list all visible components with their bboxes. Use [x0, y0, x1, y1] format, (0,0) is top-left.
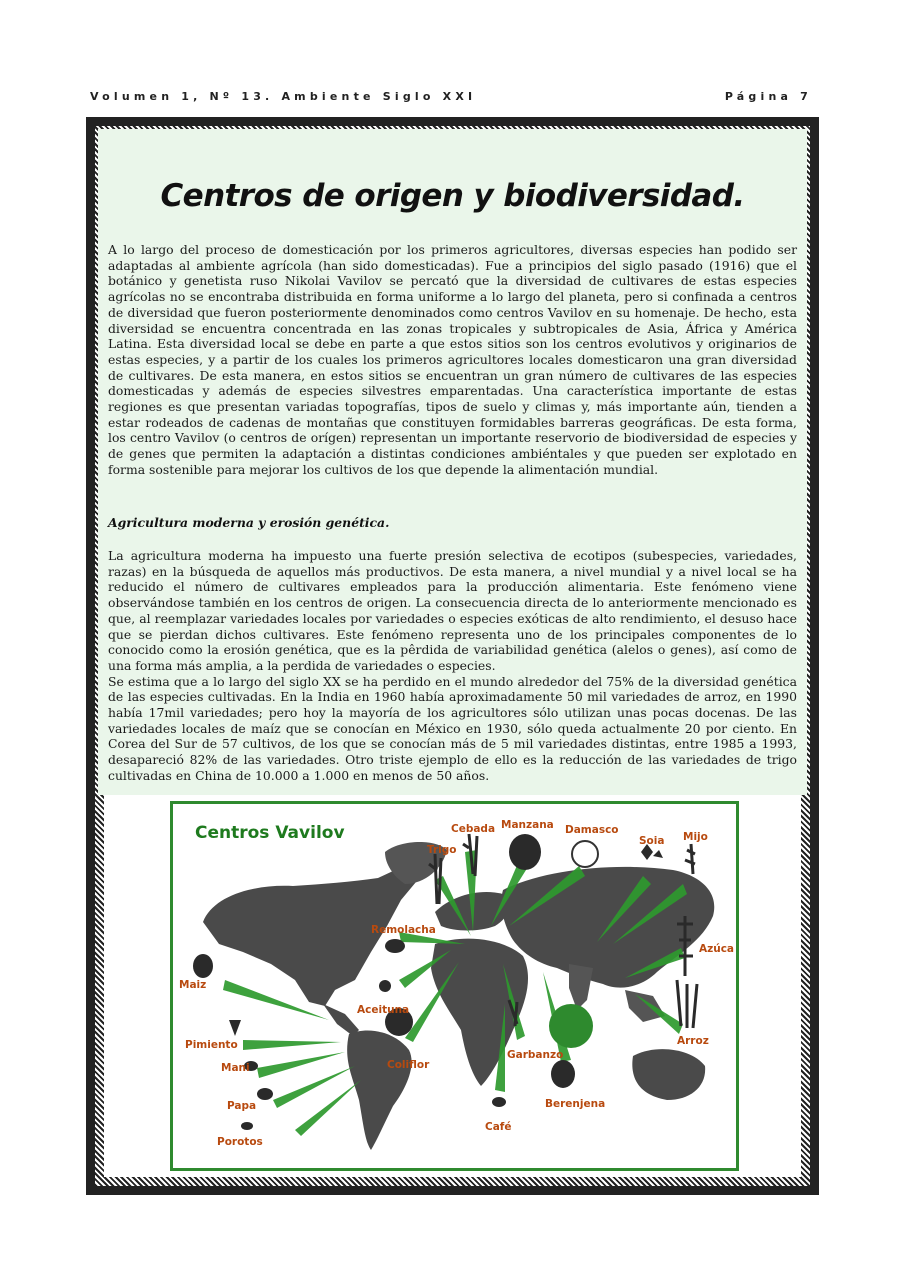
crop-label-arroz: Arroz — [677, 1035, 709, 1047]
crop-label-garbanzo: Garbanzo — [507, 1049, 564, 1061]
running-header — [90, 90, 812, 106]
map-title: Centros Vavilov — [195, 823, 345, 843]
landmass-india — [569, 964, 593, 1010]
ray-papa — [273, 1066, 355, 1108]
millet-icon — [685, 844, 695, 874]
paragraph-text: A lo largo del proceso de domesticación por los primeros agricultores, diversas especies han podido ser adaptadas al ambiente agrícola (han sido domesticadas). Fue a principios del siglo pasado (1916) que el botánico y genetista ruso Nikolai Vavilov se percató que la diversidad de cultivares de estas especies agrícolas no se encontraba distribuida en forma uniforme a lo largo del planeta, pero si confinada a centros de diversidad que fueron posteriormente denominados como centros Vavilov en su homenaje. De hecho, esta diversidad se encuentra concentrada en las zonas tropicales y subtropicales de Asia, África y América Latina. Esta diversidad local se debe en parte a que estos sitios son los centros evolutivos y originarios de estas especies, y a partir de los cuales los primeros agricultores locales domesticaron una gran diversidad de cultivares. De esta manera, en estos sitios se encuentran un gran número de cultivares de las especies domesticadas y además de especies silvestres emparentadas. Una característica importante de estas regiones es que presentan variadas topografías, tipos de suelo y climas y, más importante aún, tienden a estar rodeados de cadenas de montañas que constituyen formidables barreras geográficas. De esta forma, los centro Vavilov (o centros de orígen) representan un importante reservorio de biodiversidad de especies y de genes que permiten la adaptación a distintas condiciones ambiéntales y que pueden ser explotado en forma sostenible para mejorar los cultivos de los que depende la alimentación mundial. — [108, 242, 797, 477]
olive-icon — [379, 980, 391, 992]
landmass-se-asia — [625, 990, 665, 1022]
paragraph-erosion — [108, 548, 797, 784]
potato-icon — [257, 1088, 273, 1100]
crop-label-mijo: Mijo — [683, 831, 708, 843]
section-subheading: Agricultura moderna y erosión genética. — [108, 515, 390, 530]
eggplant-icon — [551, 1060, 575, 1088]
crop-label-azucar: Azúca — [699, 943, 735, 955]
crop-label-soja: Soia — [639, 835, 665, 847]
crop-label-cafe: Café — [485, 1121, 512, 1133]
paragraph-text: La agricultura moderna ha impuesto una fuerte presión selectiva de ecotipos (subespecies, variedades, razas) en la búsqueda de aquellos más productivos. De esta manera, a nivel mundial y a nivel local se ha reducido el número de cultivares empleados para la producción alimentaria. Este fenómeno viene observándose también en los centros de origen. La consecuencia directa de lo anteriormente mencionado es que, al reemplazar variedades locales por variedades o especies exóticas de alto rendimiento, el desuso hace que se pierdan dichos cultivares. Este fenómeno representa uno de los principales componentes de lo conocido como la erosión genética, que es la pêrdida de variabilidad genética (alelos o genes), así como de una forma más amplia, a la perdida de variedades o especies. — [108, 548, 797, 673]
rice-icon — [677, 980, 697, 1028]
center-marker-india — [549, 1004, 593, 1048]
page-number: Página 7 — [724, 90, 812, 103]
landmass-central-america — [323, 1004, 359, 1036]
crop-label-maiz: Maiz — [179, 979, 207, 991]
crop-label-papa: Papa — [227, 1100, 257, 1112]
crop-label-remolacha: Remolacha — [371, 924, 436, 936]
vavilov-map-figure — [170, 801, 739, 1171]
ray-pimiento — [243, 1040, 341, 1050]
ray-mani — [257, 1052, 345, 1078]
crop-label-trigo: Trigo — [427, 844, 457, 856]
crop-label-berenjena: Berenjena — [545, 1098, 606, 1110]
crop-label-mani: Mani — [221, 1062, 250, 1074]
apricot-icon — [572, 841, 598, 867]
crop-label-aceituna: Aceituna — [357, 1004, 410, 1016]
world-map-illustration — [173, 804, 736, 1168]
corn-icon — [193, 954, 213, 978]
paragraph-intro — [108, 242, 797, 478]
landmass-south-america — [347, 1031, 411, 1150]
crop-label-porotos: Porotos — [217, 1136, 263, 1148]
pepper-icon — [229, 1020, 241, 1036]
landmass-australia — [632, 1049, 705, 1100]
crop-label-cebada: Cebada — [451, 823, 496, 835]
crop-label-damasco: Damasco — [565, 824, 619, 836]
crop-label-pimiento: Pimiento — [185, 1039, 238, 1051]
beet-icon — [385, 939, 405, 953]
crop-label-coliflor: Coliflor — [387, 1059, 430, 1071]
paragraph-text: Se estima que a lo largo del siglo XX se ha perdido en el mundo alrededor del 75% de la diversidad genética de las especies cultivadas. En la India en 1960 había aproximadamente 50 mil variedades de arroz, en 1990 había 17mil variedades; pero hoy la mayoría de los agricultores sólo utilizan unas pocas docenas. De las variedades locales de maíz que se conocían en México en 1930, sólo queda actualmente 20 por ciento. En Corea del Sur de 57 cultivos, de los que se conocían más de 5 mil variedades distintas, entre 1985 a 1993, desapareció 82% de las variedades. Otro triste ejemplo de ello es la reducción de las variedades de trigo cultivadas en China de 10.000 a 1.000 en menos de 50 años. — [108, 673, 797, 783]
issue-label: Volumen 1, Nº 13. Ambiente Siglo XXI — [90, 90, 477, 103]
crop-label-manzana: Manzana — [501, 819, 554, 831]
bean-icon — [241, 1122, 253, 1130]
coffee-icon — [492, 1097, 506, 1107]
article-title: Centros de origen y biodiversidad. — [160, 178, 745, 214]
apple-icon — [509, 834, 541, 870]
